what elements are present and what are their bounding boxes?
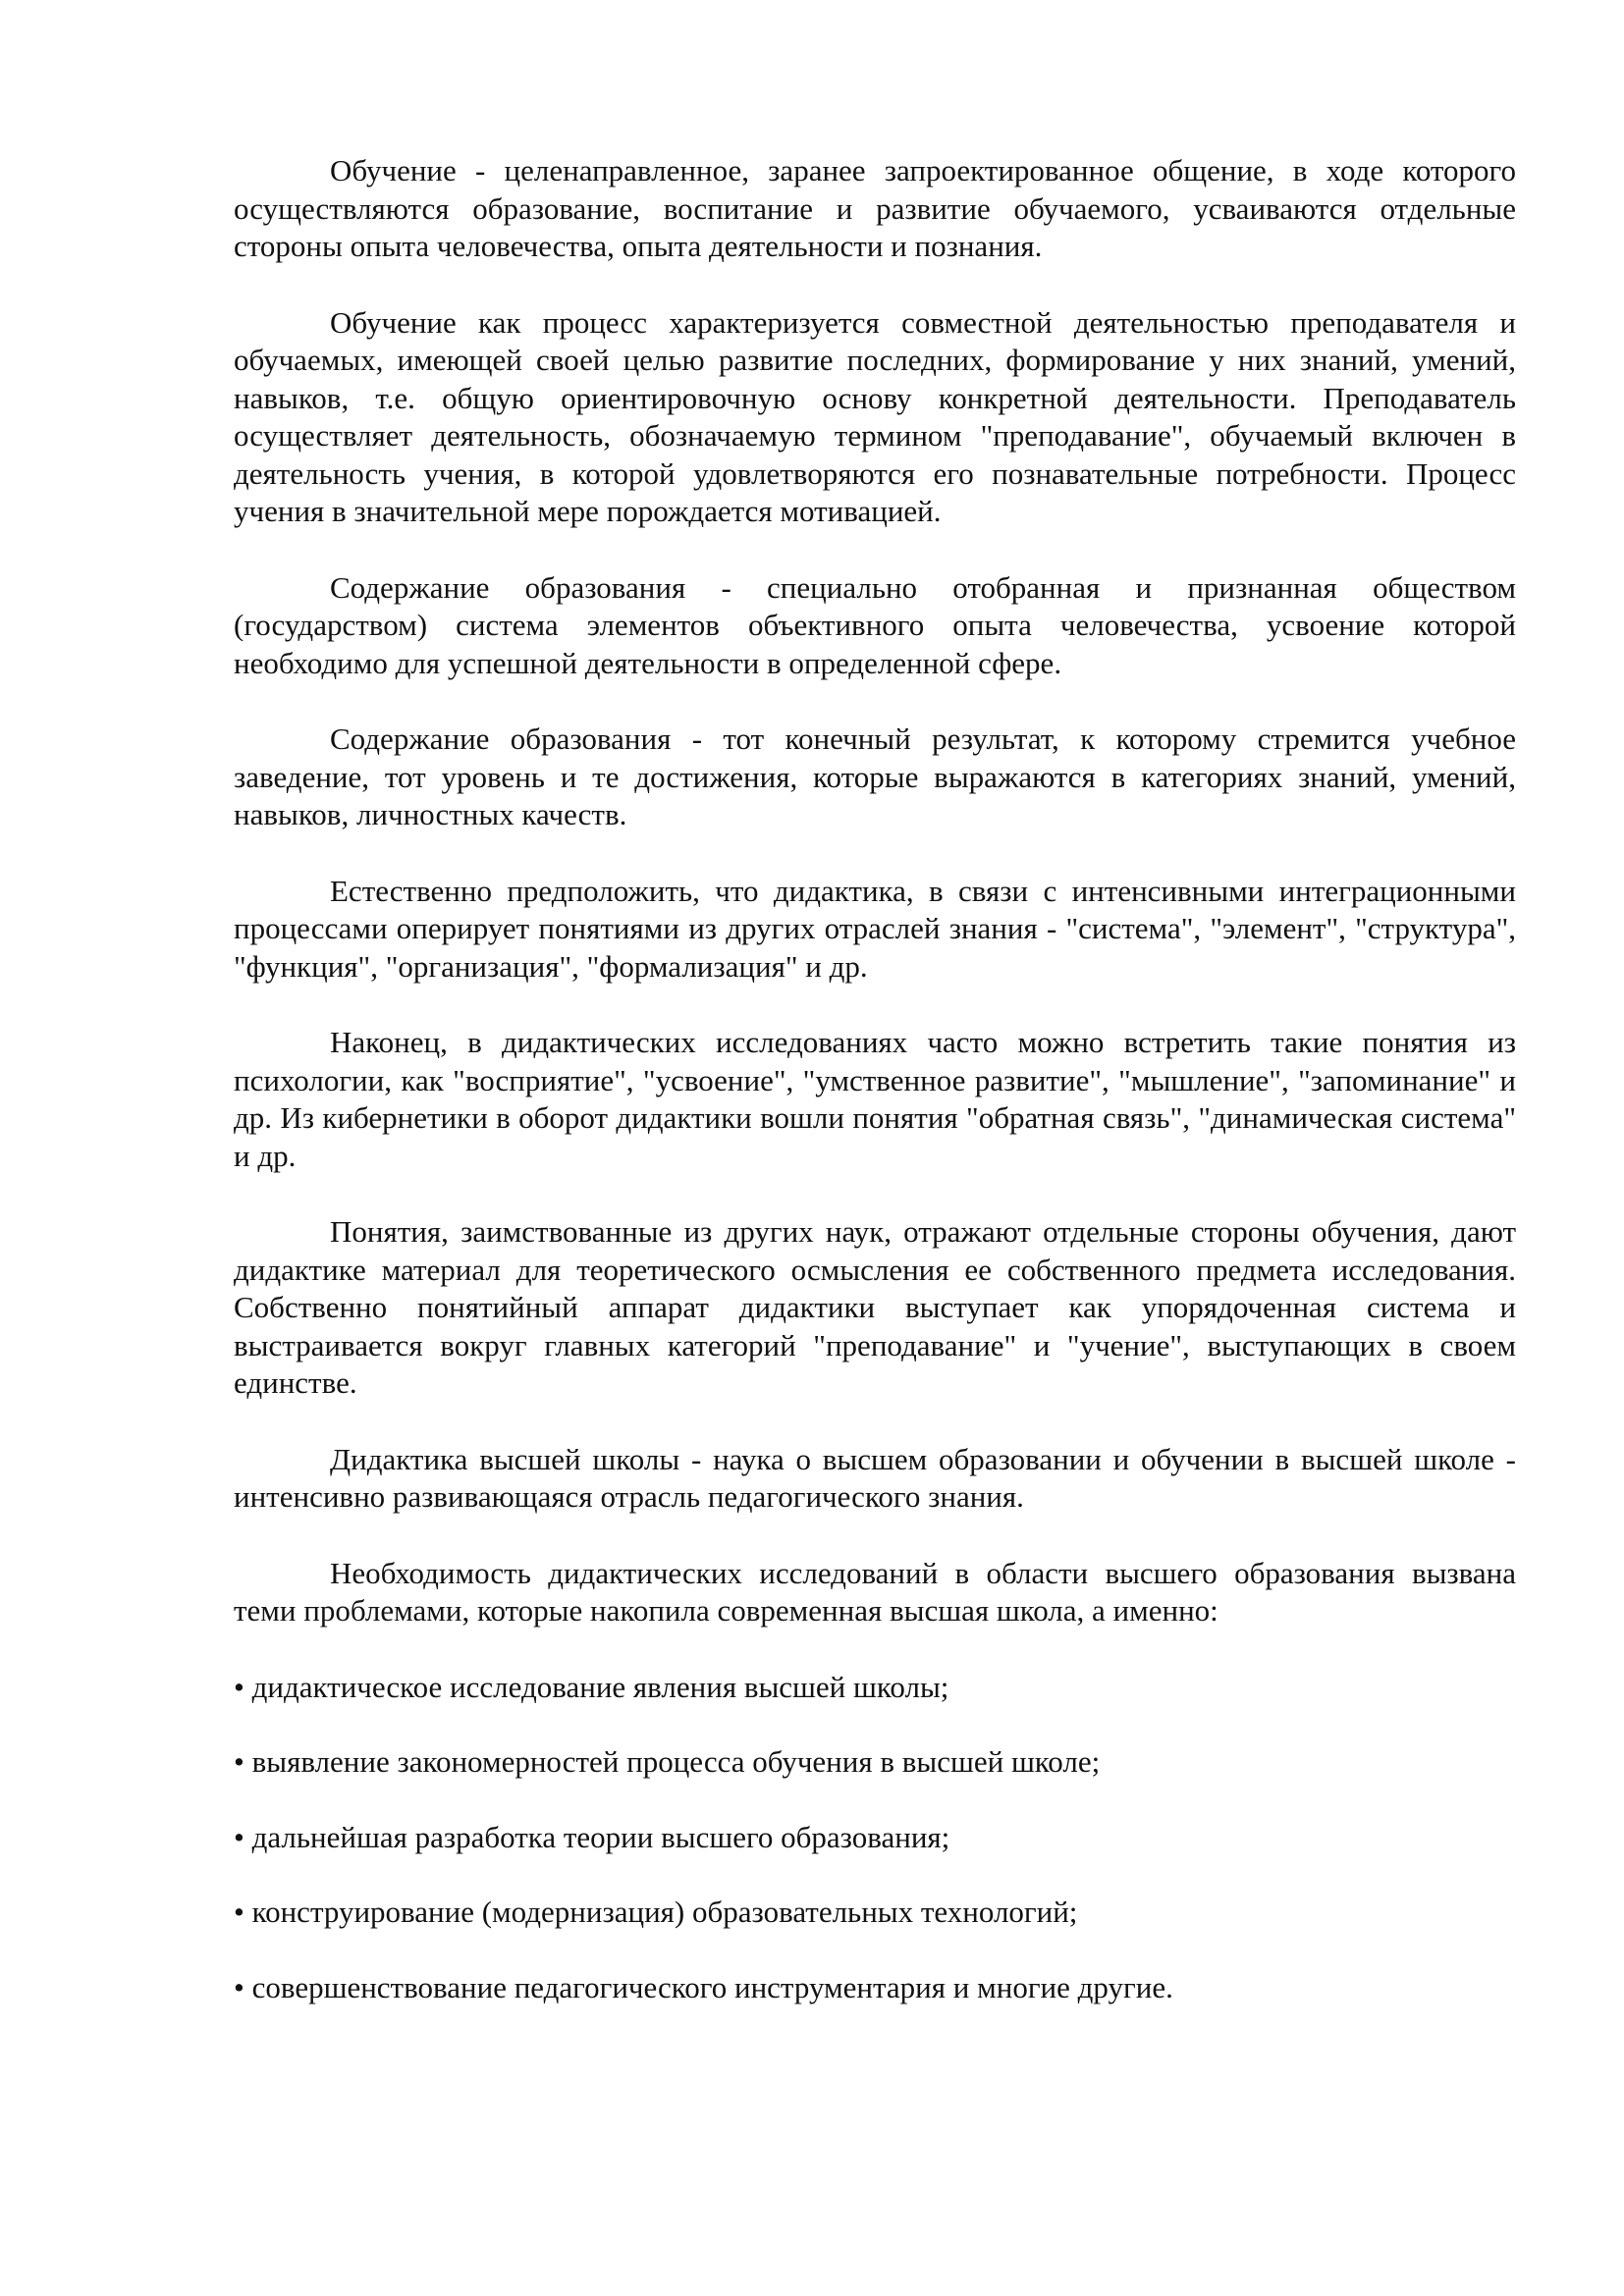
paragraph-2: Обучение как процесс характеризуется совместной деятельностью преподавателя и обучаемых, имеющей своей целью развитие последних, формирование у них знаний, умений, навыков, т.е. общую ориентировочную основу конкретной деятельности. Преподаватель осуществляет деятельность, обозначаемую термином "преподавание", обучаемый включен в деятельность учения, в которой удовлетворяются его познавательные потребности. Процесс учения в значительной мере порождается мотивацией.	[234, 304, 1516, 528]
paragraph-5: Естественно предположить, что дидактика, в связи с интенсивными интеграционными процессами оперирует понятиями из других отраслей знания - "система", "элемент", "структура", "функция", "организация", "формализация" и др.	[234, 873, 1516, 984]
list-item: • выявление закономерностей процесса обучения в высшей школе;	[234, 1744, 1101, 1779]
paragraph-3: Содержание образования - специально отобранная и признанная обществом (государством) система элементов объективного опыта человечества, усвоение которой необходимо для успешной деятельности в определенной сфере.	[234, 569, 1516, 680]
paragraph-7: Понятия, заимствованные из других наук, отражают отдельные стороны обучения, дают дидактике материал для теоретического осмысления ее собственного предмета исследования. Собственно понятийный аппарат дидактики выступает как упорядоченная система и выстраивается вокруг главных категорий "преподавание" и "учение", выступающих в своем единстве.	[234, 1214, 1516, 1400]
list-item: • дидактическое исследование явления высшей школы;	[234, 1669, 949, 1704]
paragraph-9: Необходимость дидактических исследований в области высшего образования вызвана теми проблемами, которые накопила современная высшая школа, а именно:	[234, 1555, 1516, 1628]
paragraph-4: Содержание образования - тот конечный результат, к которому стремится учебное заведение, тот уровень и те достижения, которые выражаются в категориях знаний, умений, навыков, личностных качеств.	[234, 721, 1516, 831]
paragraph-1: Обучение - целенаправленное, заранее запроектированное общение, в ходе которого осуществляются образование, воспитание и развитие обучаемого, усваиваются отдельные стороны опыта человечества, опыта деятельности и познания.	[234, 153, 1516, 263]
document-body	[234, 152, 1516, 2044]
paragraph-8: Дидактика высшей школы - наука о высшем образовании и обучении в высшей школе - интенсивно развивающаяся отрасль педагогического знания.	[234, 1441, 1516, 1514]
list-item: • совершенствование педагогического инструментария и многие другие.	[234, 1969, 1173, 2004]
list-item: • дальнейшая разработка теории высшего образования;	[234, 1819, 950, 1854]
list-item: • конструирование (модернизация) образовательных технологий;	[234, 1895, 1078, 1929]
paragraph-6: Наконец, в дидактических исследованиях часто можно встретить такие понятия из психологии, как "восприятие", "усвоение", "умственное развитие", "мышление", "запоминание" и др. Из кибернетики в оборот дидактики вошли понятия "обратная связь", "динамическая система" и др.	[234, 1025, 1516, 1173]
bullet-list	[234, 1669, 1516, 2007]
